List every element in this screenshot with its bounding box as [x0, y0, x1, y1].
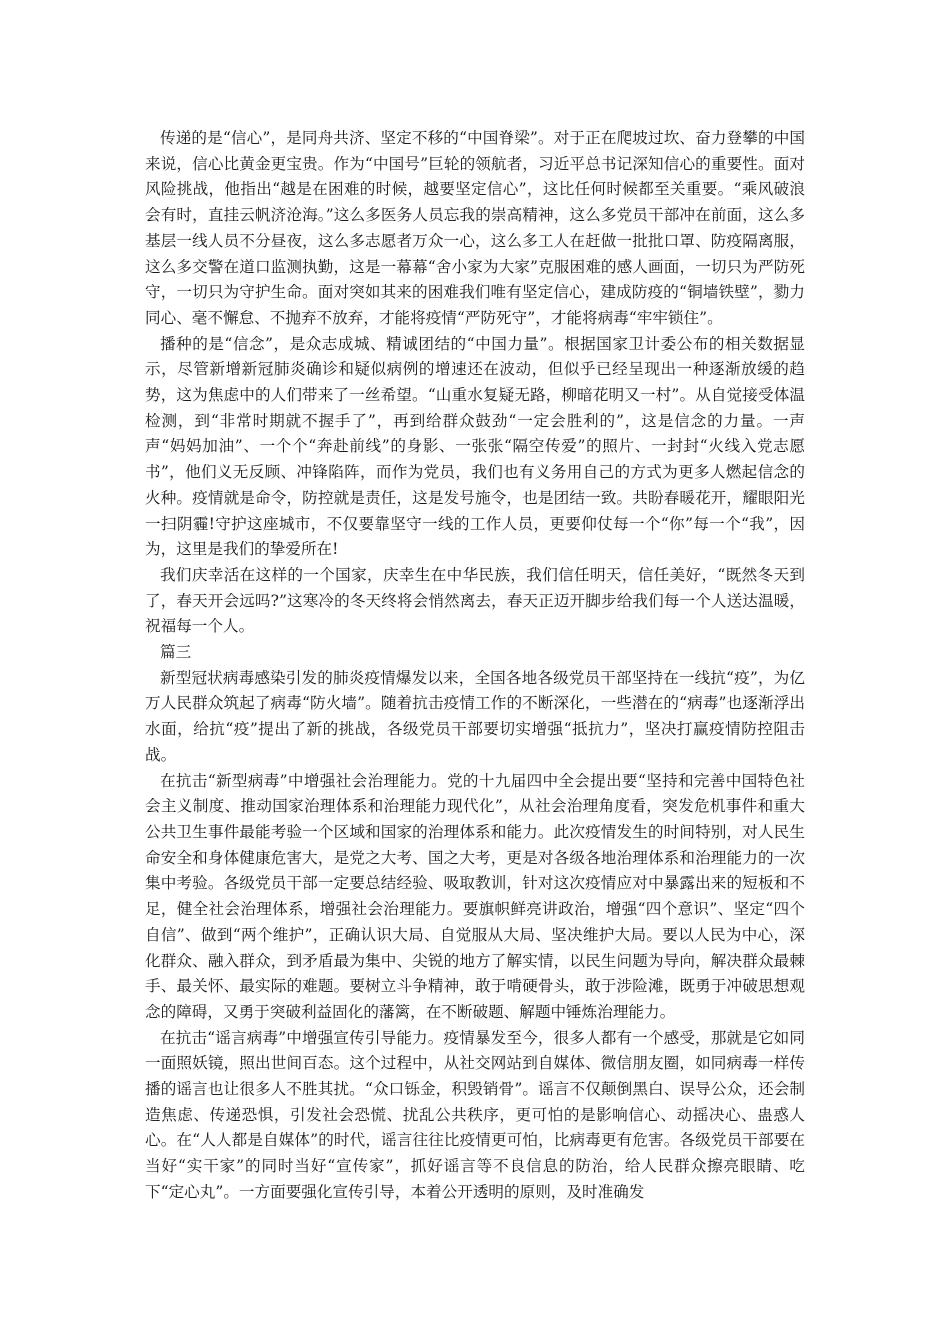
document-page — [145, 126, 805, 1206]
paragraph-confidence: 传递的是“信心”，是同舟共济、坚定不移的“中国脊梁”。对于正在爬坡过坎、奋力登攀的中国来说，信心比黄金更宝贵。作为“中国号”巨轮的领航者，习近平总书记深知信心的重要性。面对风险挑战，他指出“越是在困难的时候，越要坚定信心”，这比任何时候都至关重要。“乘风破浪会有时，直挂云帆济沧海。”这么多医务人员忘我的崇高精神，这么多党员干部冲在前面，这么多基层一线人员不分昼夜，这么多志愿者万众一心，这么多工人在赶做一批批口罩、防疫隔离服，这么多交警在道口监测执勤，这是一幕幕“舍小家为大家”克服困难的感人画面，一切只为严防死守，一切只为守护生命。面对突如其来的困难我们唯有坚定信心，建成防疫的“铜墙铁壁”，勠力同心、毫不懈怠、不抛弃不放弃，才能将疫情“严防死守”，才能将病毒“牢牢锁住”。 — [145, 129, 805, 327]
paragraph-blessing: 我们庆幸活在这样的一个国家，庆幸生在中华民族，我们信任明天，信任美好，“既然冬天到了，春天开会远吗?”这寒冷的冬天终将会悄然离去，春天正迈开脚步给我们每一个人送达温暖，祝福每一个人。 — [145, 565, 805, 636]
paragraph-belief: 播种的是“信念”，是众志成城、精诚团结的“中国力量”。根据国家卫计委公布的相关数据显示，尽管新增新冠肺炎确诊和疑似病例的增速还在波动，但似乎已经呈现出一种逐渐放缓的趋势，这为焦虑中的人们带来了一丝希望。“山重水复疑无路，柳暗花明又一村”。从自觉接受体温检测，到“非常时期就不握手了”，再到给群众鼓劲“一定会胜利的”，这是信念的力量。一声声“妈妈加油”、一个个“奔赴前线”的身影、一张张“隔空传爱”的照片、一封封“火线入党志愿书”，他们义无反顾、冲锋陷阵，而作为党员，我们也有义务用自己的方式为更多人燃起信念的火种。疫情就是命令，防控就是责任，这是发号施令，也是团结一致。共盼春暖花开，耀眼阳光一扫阴霾!守护这座城市，不仅要靠坚守一线的工作人员，更要仰仗每一个“你”每一个“我”，因为，这里是我们的挚爱所在! — [145, 334, 805, 559]
paragraph-intro: 新型冠状病毒感染引发的肺炎疫情爆发以来，全国各地各级党员干部坚持在一线抗“疫”，为亿万人民群众筑起了病毒“防火墙”。随着抗击疫情工作的不断深化，一些潜在的“病毒”也逐渐浮出水面，给抗“疫”提出了新的挑战，各级党员干部要切实增强“抵抗力”，坚决打赢疫情防控阻击战。 — [145, 668, 805, 764]
paragraph-governance: 在抗击“新型病毒”中增强社会治理能力。党的十九届四中全会提出要“坚持和完善中国特色社会主义制度、推动国家治理体系和治理能力现代化”，从社会治理角度看，突发危机事件和重大公共卫生事件最能考验一个区域和国家的治理体系和能力。此次疫情发生的时间特别，对人民生命安全和身体健康危害大，是党之大考、国之大考，更是对各级各地治理体系和治理能力的一次集中考验。各级党员干部一定要总结经验、吸取教训，针对这次疫情应对中暴露出来的短板和不足，健全社会治理体系，增强社会治理能力。要旗帜鲜亮讲政治，增强“四个意识”、坚定“四个自信”、做到“两个维护”，正确认识大局、自觉服从大局、坚决维护大局。要以人民为中心，深化群众、融入群众，到矛盾最为集中、尖锐的地方了解实情，以民生问题为导向，解决群众最棘手、最关怀、最实际的难题。要树立斗争精神，敢于啃硬骨头，敢于涉险滩，既勇于冲破思想观念的障碍，又勇于突破利益固化的藩篱，在不断破题、解题中锤炼治理能力。 — [145, 771, 805, 1021]
section-heading: 篇三 — [160, 643, 192, 662]
paragraph-rumor: 在抗击“谣言病毒”中增强宣传引导能力。疫情暴发至今，很多人都有一个感受，那就是它如同一面照妖镜，照出世间百态。这个过程中，从社交网站到自媒体、微信朋友圈，如同病毒一样传播的谣言也让很多人不胜其扰。“众口铄金，积毁销骨”。谣言不仅颠倒黑白、误导公众，还会制造焦虑、传递恐惧，引发社会恐慌、扰乱公共秩序，更可怕的是影响信心、动摇决心、蛊惑人心。在“人人都是自媒体”的时代，谣言往往比疫情更可怕，比病毒更有危害。各级党员干部要在当好“实干家”的同时当好“宣传家”，抓好谣言等不良信息的防治，给人民群众擦亮眼睛、吃下“定心丸”。一方面要强化宣传引导，本着公开透明的原则，及时准确发 — [145, 1028, 805, 1201]
